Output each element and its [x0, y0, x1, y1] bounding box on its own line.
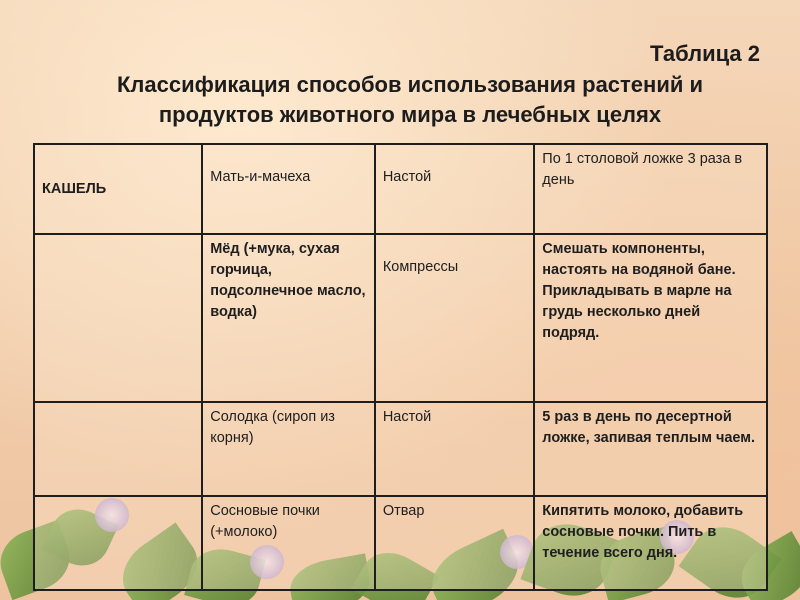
remedy-cell: Мёд (+мука, сухая горчица, подсолнечное масло, водка) [202, 234, 375, 402]
table-row [34, 144, 767, 234]
usage-cell: Смешать компоненты, настоять на водяной бане. Прикладывать в марле на грудь несколько дней подряд. [534, 234, 767, 402]
remedy-cell: Сосновые почки (+молоко) [202, 496, 375, 590]
form-cell: Настой [375, 144, 534, 234]
title-block [40, 40, 760, 130]
form-cell: Настой [375, 402, 534, 496]
usage-cell: 5 раз в день по десертной ложке, запивая теплым чаем. [534, 402, 767, 496]
form-cell: Отвар [375, 496, 534, 590]
table-number: Таблица 2 [649, 41, 760, 66]
table-row [34, 402, 767, 496]
slide-title: Классификация способов использования растений и продуктов животного мира в лечебных целях [116, 72, 704, 127]
category-cell [34, 496, 202, 590]
usage-cell: По 1 столовой ложке 3 раза в день [534, 144, 767, 234]
table-row [34, 496, 767, 590]
category-cell [34, 234, 202, 402]
table-row [34, 234, 767, 402]
usage-cell: Кипятить молоко, добавить сосновые почки. Пить в течение всего дня. [534, 496, 767, 590]
remedies-table [33, 143, 768, 591]
form-cell: Компрессы [375, 234, 534, 402]
category-cell [34, 402, 202, 496]
remedy-cell: Солодка (сироп из корня) [202, 402, 375, 496]
category-cell: КАШЕЛЬ [34, 144, 202, 234]
remedy-cell: Мать-и-мачеха [202, 144, 375, 234]
